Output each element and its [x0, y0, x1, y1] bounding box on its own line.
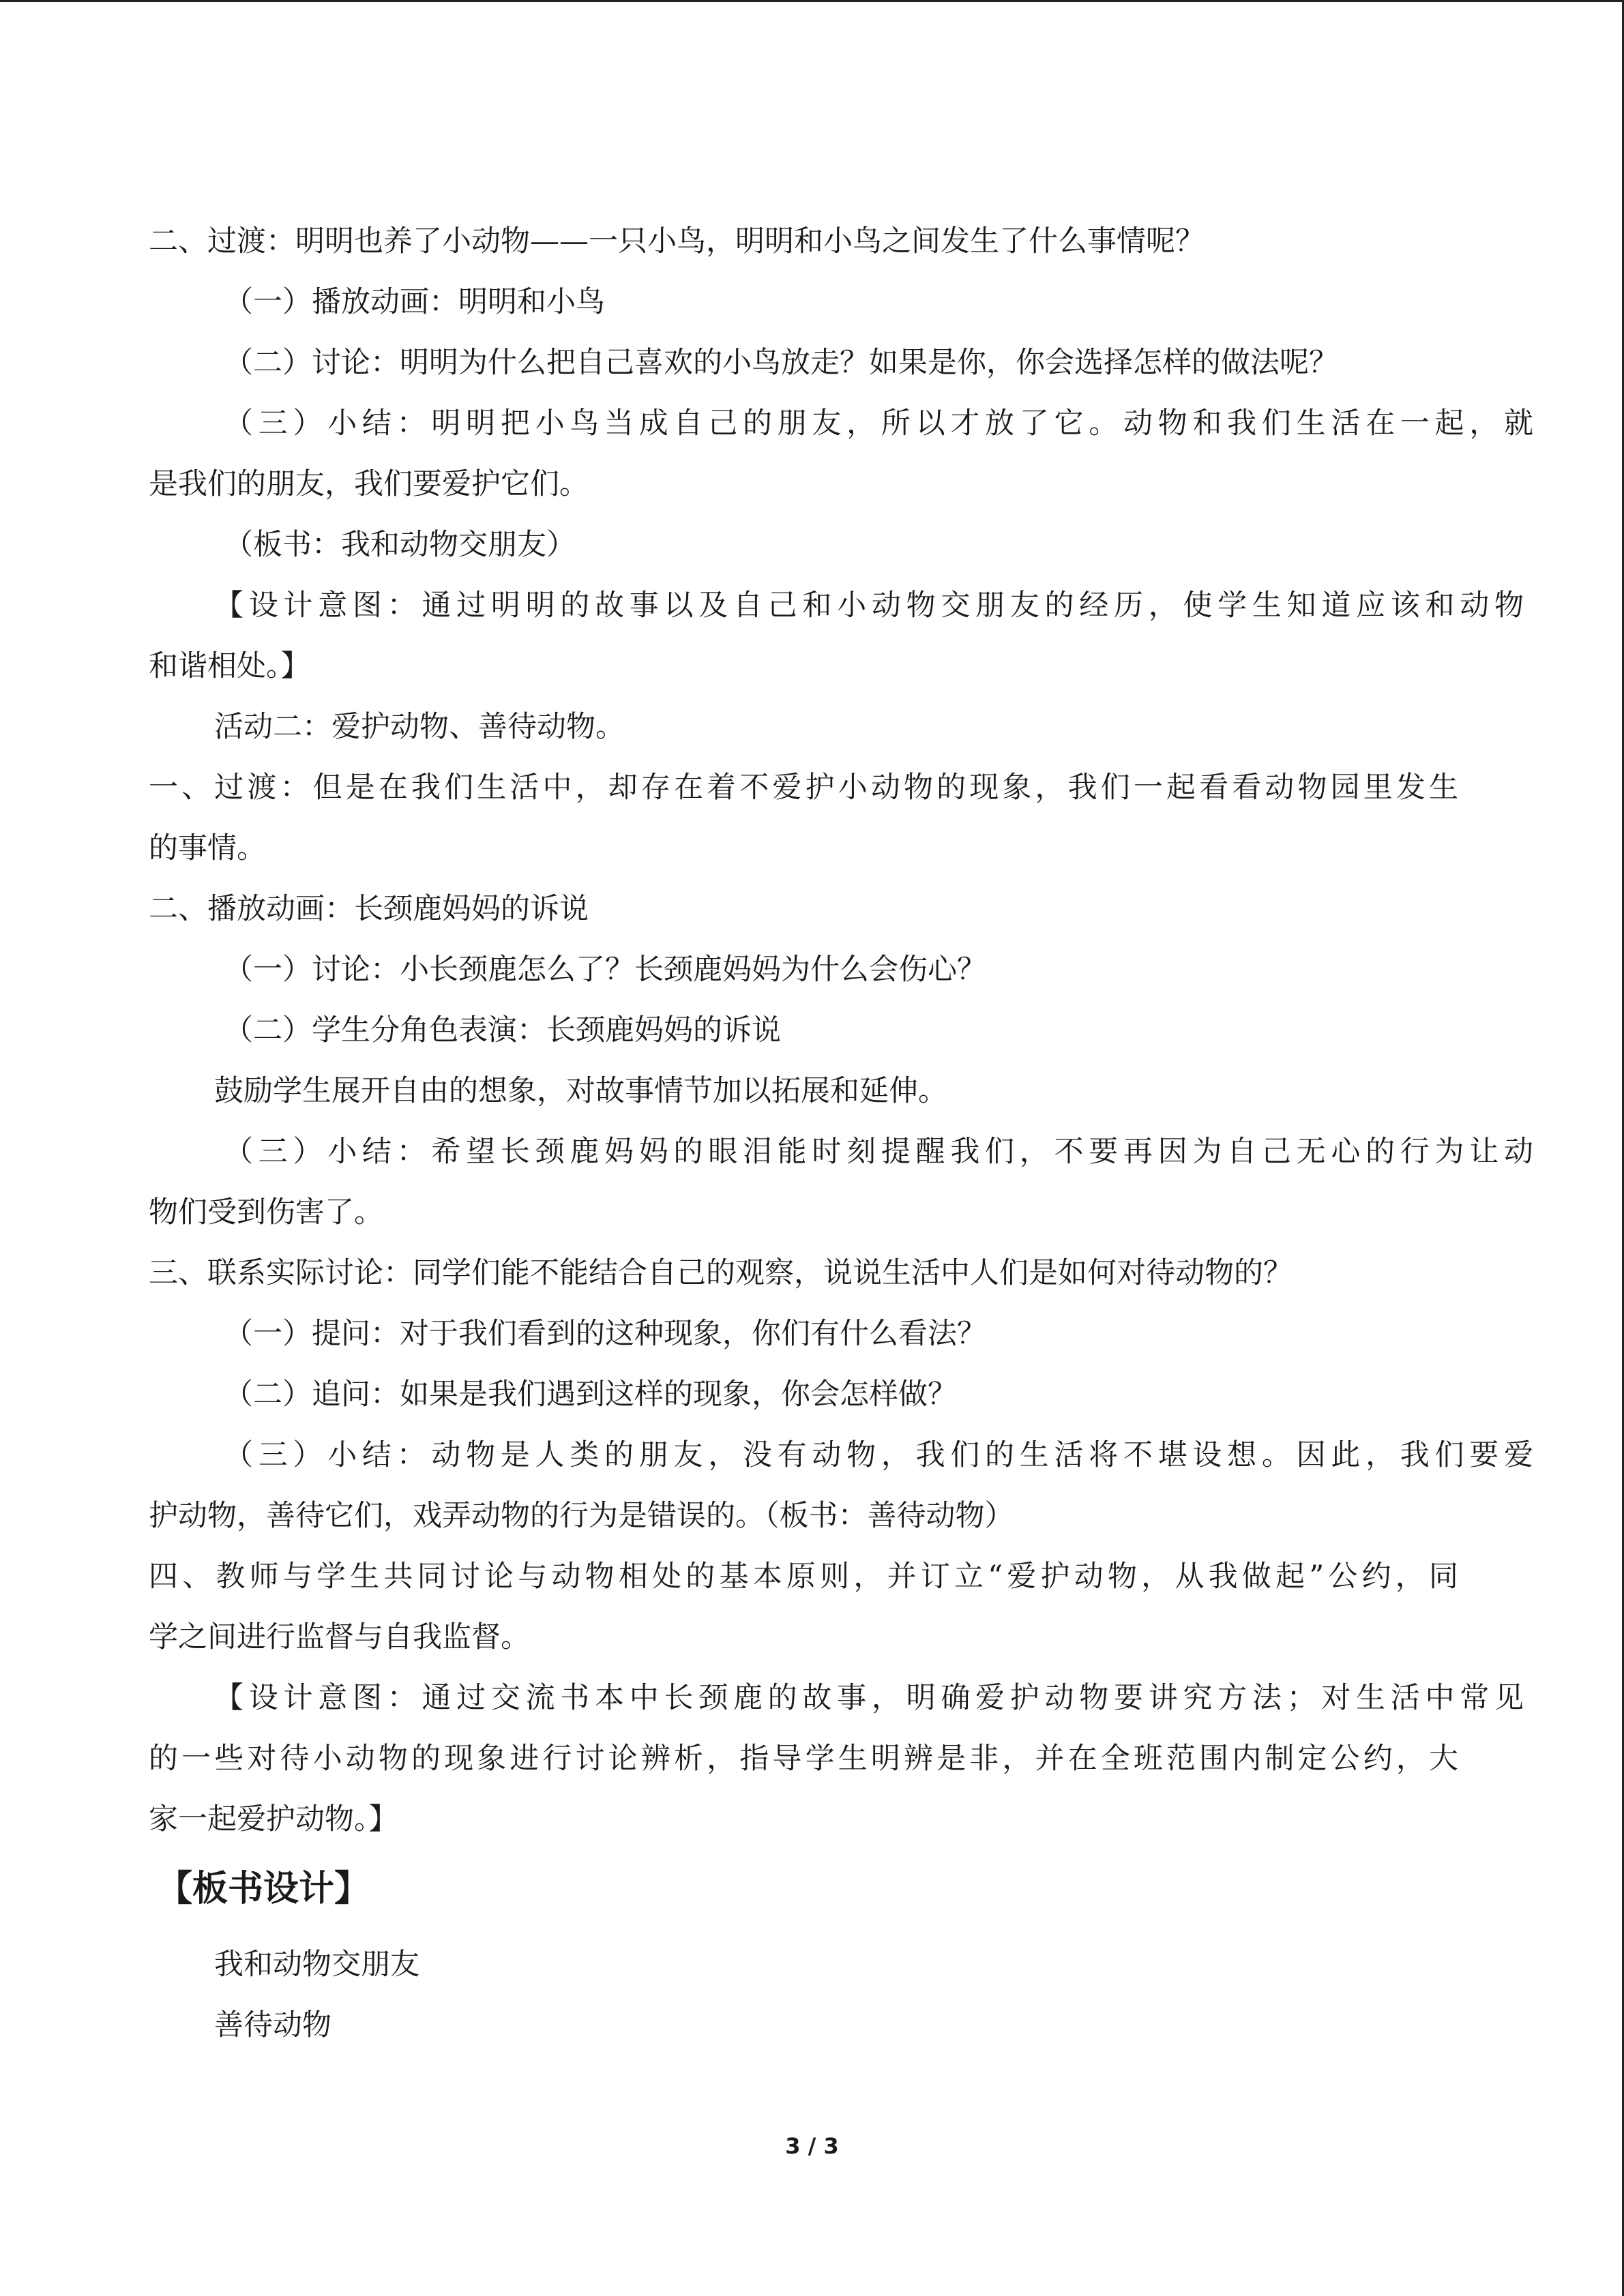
- text-line: （二）学生分角色表演：长颈鹿妈妈的诉说: [224, 1013, 781, 1047]
- text-line: 三、联系实际讨论：同学们能不能结合自己的观察，说说生活中人们是如何对待动物的？: [149, 1256, 1293, 1290]
- board-item-2: 善待动物: [214, 2008, 331, 2042]
- text-line: 二、过渡：明明也养了小动物——一只小鸟，明明和小鸟之间发生了什么事情呢？: [149, 224, 1205, 258]
- board-item-1: 我和动物交朋友: [214, 1948, 419, 1982]
- text-line: 二、播放动画：长颈鹿妈妈的诉说: [149, 892, 589, 926]
- board-design-content: [149, 1935, 1458, 2056]
- text-line: （一）提问：对于我们看到的这种现象，你们有什么看法？: [224, 1317, 986, 1351]
- text-line: 【设计意图：通过交流书本中长颈鹿的故事，明确爱护动物要讲究方法；对生活中常见: [214, 1681, 1524, 1715]
- text-line: （二）讨论：明明为什么把自己喜欢的小鸟放走？如果是你，你会选择怎样的做法呢？: [224, 346, 1338, 380]
- text-line: 护动物，善待它们，戏弄动物的行为是错误的。（板书：善待动物）: [149, 1499, 1014, 1533]
- text-line: （二）追问：如果是我们遇到这样的现象，你会怎样做？: [224, 1377, 957, 1412]
- text-line: 物们受到伤害了。: [149, 1195, 383, 1229]
- text-line: 和谐相处。】: [149, 649, 310, 683]
- text-line: 四、教师与学生共同讨论与动物相处的基本原则，并订立“爱护动物，从我做起”公约，同: [149, 1560, 1458, 1594]
- document-body: [149, 211, 1533, 2056]
- text-line: 是我们的朋友，我们要爱护它们。: [149, 467, 589, 501]
- text-line: 的事情。: [149, 831, 266, 865]
- text-line: （三）小结：明明把小鸟当成自己的朋友，所以才放了它。动物和我们生活在一起，就: [224, 406, 1533, 441]
- text-line: （一）讨论：小长颈鹿怎么了？长颈鹿妈妈为什么会伤心？: [224, 953, 986, 987]
- text-line: （三）小结：希望长颈鹿妈妈的眼泪能时刻提醒我们，不要再因为自己无心的行为让动: [224, 1135, 1533, 1169]
- text-line: 一、过渡：但是在我们生活中，却存在着不爱护小动物的现象，我们一起看看动物园里发生: [149, 771, 1458, 805]
- text-line: 活动二：爱护动物、善待动物。: [214, 710, 625, 744]
- text-line: （三）小结：动物是人类的朋友，没有动物，我们的生活将不堪设想。因此，我们要爱: [224, 1438, 1533, 1472]
- text-line: 【设计意图：通过明明的故事以及自己和小动物交朋友的经历，使学生知道应该和动物: [214, 588, 1524, 623]
- page-number: 3 / 3: [785, 2133, 839, 2159]
- lesson-text: [149, 211, 1533, 1850]
- text-line: 鼓励学生展开自由的想象，对故事情节加以拓展和延伸。: [214, 1074, 947, 1108]
- page-top-border: [0, 0, 1624, 2]
- text-line: 的一些对待小动物的现象进行讨论辨析，指导学生明辨是非，并在全班范围内制定公约，大: [149, 1742, 1458, 1776]
- board-design-heading: 【板书设计】: [157, 1868, 370, 1909]
- text-line: （板书：我和动物交朋友）: [224, 528, 576, 562]
- text-line: （一）播放动画：明明和小鸟: [224, 285, 605, 319]
- text-line: 家一起爱护动物。】: [149, 1802, 398, 1836]
- text-line: 学之间进行监督与自我监督。: [149, 1620, 530, 1654]
